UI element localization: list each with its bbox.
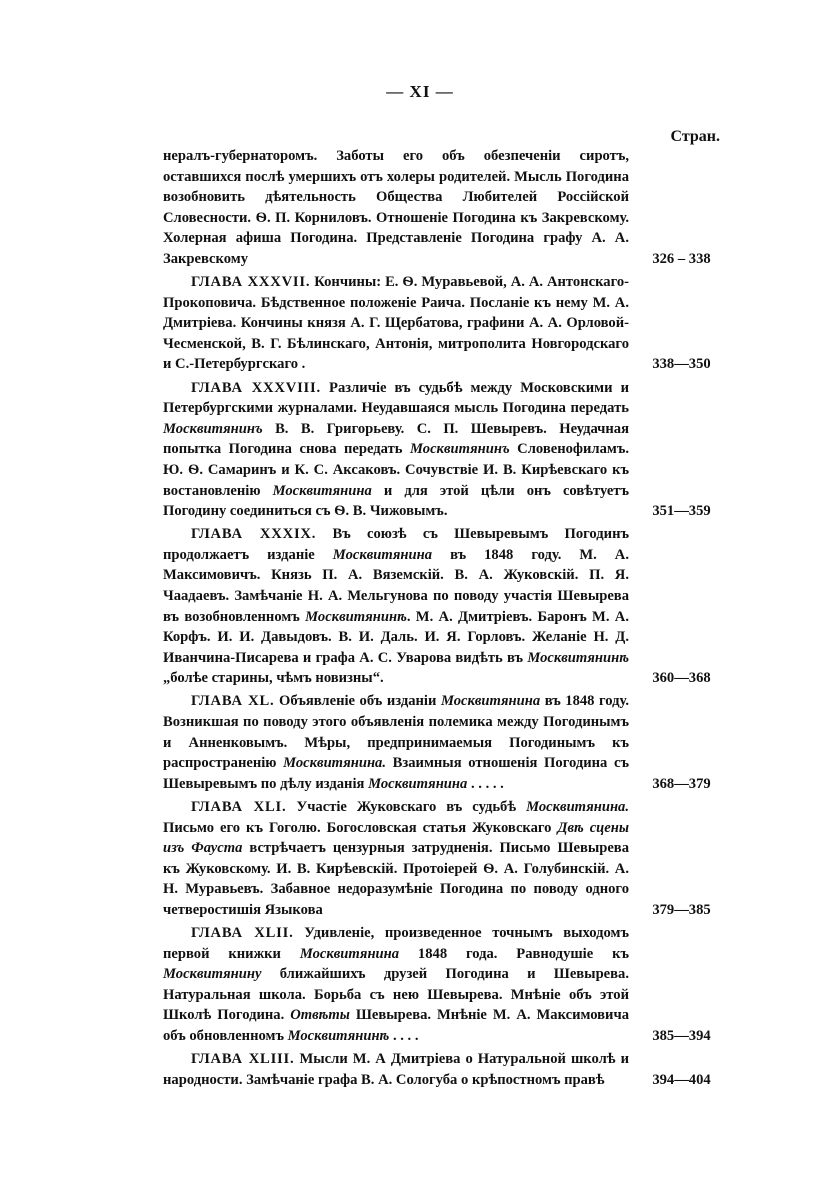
toc-entry — [163, 146, 728, 270]
entry-text-segment: Въ союзѣ съ Шевыревымъ Погодинъ продолжаетъ изданіе — [163, 526, 629, 563]
chapter-heading: ГЛАВА XLII. — [191, 924, 294, 941]
page-range-cell — [629, 524, 728, 689]
toc-entry-text — [163, 378, 629, 522]
italic-title: Москвитянина — [299, 945, 400, 962]
chapter-heading: ГЛАВА XLI. — [191, 798, 287, 815]
entry-text-segment: . . . . . — [467, 775, 504, 792]
entry-text-segment: В. В. Григорьеву. С. П. Шевыревъ. Неудачная попытка Погодина снова передать — [163, 420, 629, 458]
italic-title: Москвитянина. — [283, 755, 386, 772]
entry-text-segment: въ 1848 году. Возникшая по поводу этого объявленія полемика между Погодинымъ и Анненковымъ. Мѣры, предпринимаемыя Погодинымъ къ распространенію — [163, 693, 630, 772]
toc-entry — [163, 1049, 728, 1090]
page-range-cell — [629, 146, 728, 270]
italic-title: Москвитянину — [163, 966, 262, 983]
table-of-contents — [163, 146, 728, 1093]
page-range: 379—385 — [652, 901, 711, 918]
entry-text-segment: Шевырева. Мнѣніе М. А. Максимовича объ обновленномъ — [163, 1007, 629, 1044]
page-range: 338—350 — [652, 356, 711, 373]
entry-text-segment: Участіе Жуковскаго въ судьбѣ — [296, 798, 527, 815]
italic-title: Москвитянинѣ — [287, 1027, 390, 1044]
entry-text-segment: . М. А. Дмитріевъ. Баронъ М. А. Корфъ. И. И. Давыдовъ. В. И. Даль. И. Я. Горловъ. Желаніе Н. Д. Иванчина-Писарева и графа А. С. Уварова видѣть въ — [163, 608, 629, 666]
entry-text-segment: Объявленіе объ изданіи — [279, 693, 441, 710]
toc-entry-text — [163, 272, 629, 375]
entry-text-segment: . . . . — [389, 1027, 419, 1044]
entry-text-segment: нералъ-губернаторомъ. Заботы его объ обезпеченіи сиротъ, оставшихся послѣ умершихъ отъ холеры родителей. Мысль Погодина возобновить дѣятельность Общества Любителей Россійской Словесности. Ѳ. П. Корниловъ. Отношеніе Погодина къ Закревскому. Холерная афиша Погодина. Представленіе Погодина графу А. А. Закревскому — [163, 148, 629, 267]
chapter-heading: ГЛАВА XXXIX. — [191, 526, 317, 543]
toc-entry — [163, 797, 728, 921]
toc-entry-text — [163, 691, 629, 794]
entry-text-segment: встрѣчаетъ цензурныя затрудненія. Письмо Шевырева къ Жуковскому. И. В. Кирѣевскій. Протоіерей Ѳ. А. Голубинскій. А. Н. Муравьевъ. Забавное недоразумѣніе Погодина по поводу одного четверостишія Языкова — [163, 840, 629, 918]
entry-text-segment: Словенофиламъ. Ю. Ѳ. Самаринъ и К. С. Аксаковъ. Сочувствіе И. В. Кирѣевскаго къ востановленію — [163, 441, 629, 499]
chapter-heading: ГЛАВА XXXVII. — [191, 274, 311, 291]
page-range-cell — [629, 923, 728, 1047]
toc-entry — [163, 524, 728, 689]
chapter-heading: ГЛАВА XL. — [191, 693, 275, 710]
entry-text-segment: и для этой цѣли онъ совѣтуетъ Погодину соединиться съ Ѳ. В. Чижовымъ. — [163, 482, 629, 520]
toc-entry-text — [163, 524, 629, 689]
toc-entry-text — [163, 146, 629, 270]
toc-entry-text — [163, 923, 629, 1047]
italic-title: Москвитянинъ — [163, 420, 263, 437]
entry-text-segment: Удивленіе, произведенное точнымъ выходомъ первой книжки — [163, 924, 629, 962]
page-range: 394—404 — [652, 1071, 711, 1088]
toc-entry-text — [163, 1049, 629, 1090]
toc-entry — [163, 272, 728, 375]
italic-title: Москвитянина — [272, 482, 372, 499]
page-range: 351—359 — [652, 503, 711, 520]
italic-title: Москвитянинѣ — [305, 608, 407, 625]
page-range-cell — [629, 691, 728, 794]
chapter-heading: ГЛАВА XXXVIII. — [191, 379, 321, 396]
italic-title: Отвѣты — [290, 1007, 350, 1024]
italic-title: Москвитянинѣ — [527, 649, 629, 666]
entry-text-segment: Мысли М. А Дмитріева о Натуральной школѣ и народности. Замѣчаніе графа В. А. Сологуба о крѣпостномъ правѣ — [163, 1051, 629, 1088]
toc-entry-text — [163, 797, 629, 921]
italic-title: Москвитянина — [332, 546, 433, 563]
italic-title: Москвитянина — [440, 693, 541, 710]
entry-text-segment: „болѣе старины, чѣмъ новизны“. — [163, 670, 384, 687]
italic-title: Двѣ сцены изъ Фауста — [163, 819, 630, 857]
italic-title: Москвитянинъ — [410, 441, 510, 458]
page-range: 360—368 — [652, 670, 711, 687]
page-range: 326 – 338 — [652, 250, 711, 267]
page-range-cell — [629, 378, 728, 522]
entry-text-segment: Кончины: Е. Ѳ. Муравьевой, А. А. Антонскаго-Прокоповича. Бѣдственное положеніе Раича. Посланіе къ нему М. А. Дмитріева. Кончины князя А. Г. Щербатова, графини А. А. Орловой-Чесменской, В. Г. Бѣлинскаго, Антонія, митрополита Новгородскаго и С.-Петербургскаго . — [163, 274, 629, 373]
page-range-cell — [629, 272, 728, 375]
entry-text-segment: Письмо его къ Гоголю. Богословская статья Жуковскаго — [163, 819, 558, 836]
entry-text-segment: ближайшихъ друзей Погодина и Шевырева. Натуральная школа. Борьба съ нею Шевырева. Мнѣніе объ этой Школѣ Погодина. — [163, 966, 629, 1024]
entry-text-segment: Различіе въ судьбѣ между Московскими и Петербургскими журналами. Неудавшаяся мысль Погодина передать — [163, 379, 629, 417]
toc-entry — [163, 691, 728, 794]
page-range-cell — [629, 1049, 728, 1090]
page-range: 368—379 — [652, 775, 711, 792]
page-header: — XI — — [386, 82, 454, 101]
chapter-heading: ГЛАВА XLIII. — [191, 1051, 295, 1068]
page-range: 385—394 — [652, 1027, 711, 1044]
italic-title: Москвитянина — [368, 775, 468, 792]
entry-text-segment: Взаимныя отношенія Погодина съ Шевыревымъ по дѣлу изданія — [163, 755, 629, 792]
entry-text-segment: 1848 года. Равнодушіе къ — [399, 945, 629, 962]
entry-text-segment: въ 1848 году. М. А. Максимовичъ. Князь П. А. Вяземскій. В. А. Жуковскій. П. Я. Чаадаевъ. Замѣчаніе Н. А. Мельгунова по поводу участія Шевырева въ возобновленномъ — [163, 546, 629, 625]
toc-entry — [163, 378, 728, 522]
page-range-cell — [629, 797, 728, 921]
toc-entry — [163, 923, 728, 1047]
italic-title: Москвитянина. — [526, 798, 629, 815]
pages-column-label: Стран. — [670, 128, 720, 145]
